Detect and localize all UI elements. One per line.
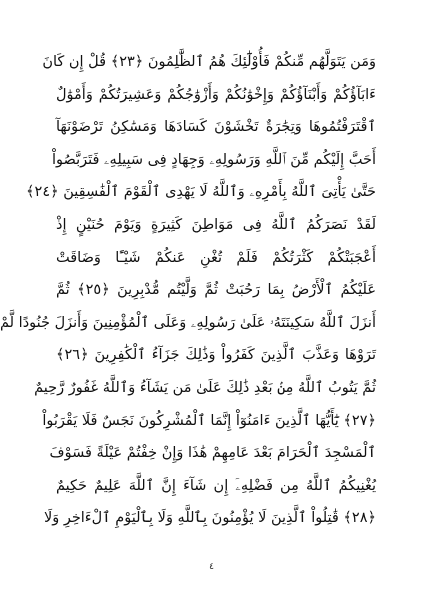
text-line: أَنزَلَ ٱللَّهُ سَكِينَتَهُۥ عَلَىٰ رَسُولِهِۦ وَعَلَى ٱلْمُؤْمِنِينَ وَأَنزَلَ جُنُودًا لَّمْ: [0, 314, 376, 331]
text-line: عَلَيْكُمُ ٱلْأَرْضُ بِمَا رَحُبَتْ ثُمَّ وَلَّيْتُم مُّدْبِرِينَ ﴿٢٥﴾ ثُمَّ: [56, 282, 376, 299]
text-line: ءَابَآؤُكُمْ وَأَبْنَآؤُكُمْ وَإِخْوَٰنُكُمْ وَأَزْوَٰجُكُمْ وَعَشِيرَتُكُمْ وَأَمْوَٰلٌ: [56, 86, 376, 103]
text-line: ٱلْمَسْجِدَ ٱلْحَرَامَ بَعْدَ عَامِهِمْ هَٰذَا وَإِنْ خِفْتُمْ عَيْلَةً فَسَوْفَ: [49, 445, 376, 462]
text-line: لَقَدْ نَصَرَكُمُ ٱللَّهُ فِى مَوَاطِنَ كَثِيرَةٍ وَيَوْمَ حُنَيْنٍ إِذْ: [56, 216, 376, 233]
text-line: تَرَوْهَا وَعَذَّبَ ٱلَّذِينَ كَفَرُواْ وَذَٰلِكَ جَزَآءُ ٱلْكَٰفِرِينَ ﴿٢٦﴾: [56, 347, 376, 364]
text-line: حَتَّىٰ يَأْتِىَ ٱللَّهُ بِأَمْرِهِۦ وَٱللَّهُ لَا يَهْدِى ٱلْقَوْمَ ٱلْفَٰسِقِينَ ﴿٢٤﴾: [26, 184, 376, 201]
text-line: يُغْنِيكُمُ ٱللَّهُ مِن فَضْلِهِۦٓ إِن شَآءَ إِنَّ ٱللَّهَ عَلِيمٌ حَكِيمٌ: [56, 477, 376, 494]
text-line: وَمَن يَتَوَلَّهُم مِّنكُمْ فَأُوْلَٰٓئِكَ هُمُ ٱلظَّٰلِمُونَ ﴿٢٣﴾ قُلْ إِن كَانَ: [42, 54, 376, 70]
text-line: ﴿٢٧﴾ يَٰٓأَيُّهَا ٱلَّذِينَ ءَامَنُوٓاْ إِنَّمَا ٱلْمُشْرِكُونَ نَجَسٌ فَلَا يَقْرَبُواْ: [42, 412, 376, 429]
page-number: ٤: [209, 562, 214, 572]
text-line: ﴿٢٨﴾ قَٰتِلُواْ ٱلَّذِينَ لَا يُؤْمِنُونَ بِٱللَّهِ وَلَا بِٱلْيَوْمِ ٱلْءَاخِرِ وَلَا: [43, 510, 376, 527]
text-line: ٱقْتَرَفْتُمُوهَا وَتِجَٰرَةٌ تَخْشَوْنَ كَسَادَهَا وَمَسَٰكِنُ تَرْضَوْنَهَآ: [56, 119, 376, 136]
text-line: ثُمَّ يَتُوبُ ٱللَّهُ مِنۢ بَعْدِ ذَٰلِكَ عَلَىٰ مَن يَشَآءُ وَٱللَّهُ غَفُورٌ رَّحِيمٌ: [34, 379, 376, 396]
text-line: أَعْجَبَتْكُمْ كَثْرَتُكُمْ فَلَمْ تُغْنِ عَنكُمْ شَيْـًٔا وَضَاقَتْ: [56, 249, 376, 266]
text-line: أَحَبَّ إِلَيْكُم مِّنَ ٱللَّهِ وَرَسُولِهِۦ وَجِهَادٍ فِى سَبِيلِهِۦ فَتَرَبَّصُواْ: [51, 151, 376, 168]
verse-text-block: [0, 46, 376, 535]
